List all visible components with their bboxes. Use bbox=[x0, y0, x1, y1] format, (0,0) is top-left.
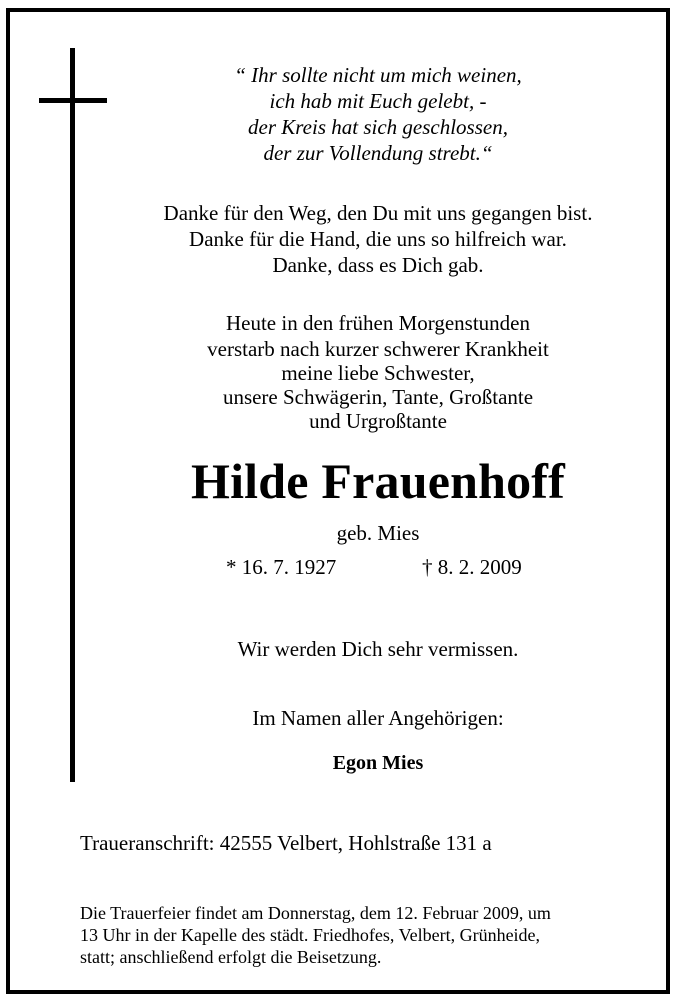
poem-line: der zur Vollendung strebt.“ bbox=[263, 141, 493, 165]
announcement-line: verstarb nach kurzer schwerer Krankheit bbox=[207, 337, 549, 361]
maiden-name: geb. Mies bbox=[336, 521, 420, 545]
miss-text: Wir werden Dich sehr vermissen. bbox=[237, 637, 519, 661]
death-date: † 8. 2. 2009 bbox=[422, 555, 522, 579]
announcement-line: und Urgroßtante bbox=[309, 409, 447, 433]
announcement-line: unsere Schwägerin, Tante, Großtante bbox=[222, 385, 534, 409]
thanks-line: Danke, dass es Dich gab. bbox=[272, 253, 484, 277]
mourning-address: Traueranschrift: 42555 Velbert, Hohlstraße 131 a bbox=[80, 831, 492, 855]
funeral-info-line: Die Trauerfeier findet am Donnerstag, dem 12. Februar 2009, um bbox=[80, 903, 551, 923]
deceased-name: Hilde Frauenhoff bbox=[190, 453, 566, 509]
announcement-line: meine liebe Schwester, bbox=[281, 361, 475, 385]
on-behalf-text: Im Namen aller Angehörigen: bbox=[252, 706, 504, 730]
poem-line: “ Ihr sollte nicht um mich weinen, bbox=[234, 63, 522, 87]
birth-date: * 16. 7. 1927 bbox=[226, 555, 337, 579]
poem-line: ich hab mit Euch gelebt, - bbox=[269, 89, 487, 113]
cross-icon bbox=[70, 48, 75, 782]
thanks-line: Danke für die Hand, die uns so hilfreich war. bbox=[189, 227, 567, 251]
signer-name: Egon Mies bbox=[332, 752, 424, 774]
funeral-info-line: 13 Uhr in der Kapelle des städt. Friedhofes, Velbert, Grünheide, bbox=[80, 925, 541, 945]
announcement-line: Heute in den frühen Morgenstunden bbox=[225, 311, 531, 335]
funeral-info-line: statt; anschließend erfolgt die Beisetzung. bbox=[80, 947, 382, 967]
poem-line: der Kreis hat sich geschlossen, bbox=[248, 115, 508, 139]
thanks-line: Danke für den Weg, den Du mit uns gegangen bist. bbox=[163, 201, 593, 225]
